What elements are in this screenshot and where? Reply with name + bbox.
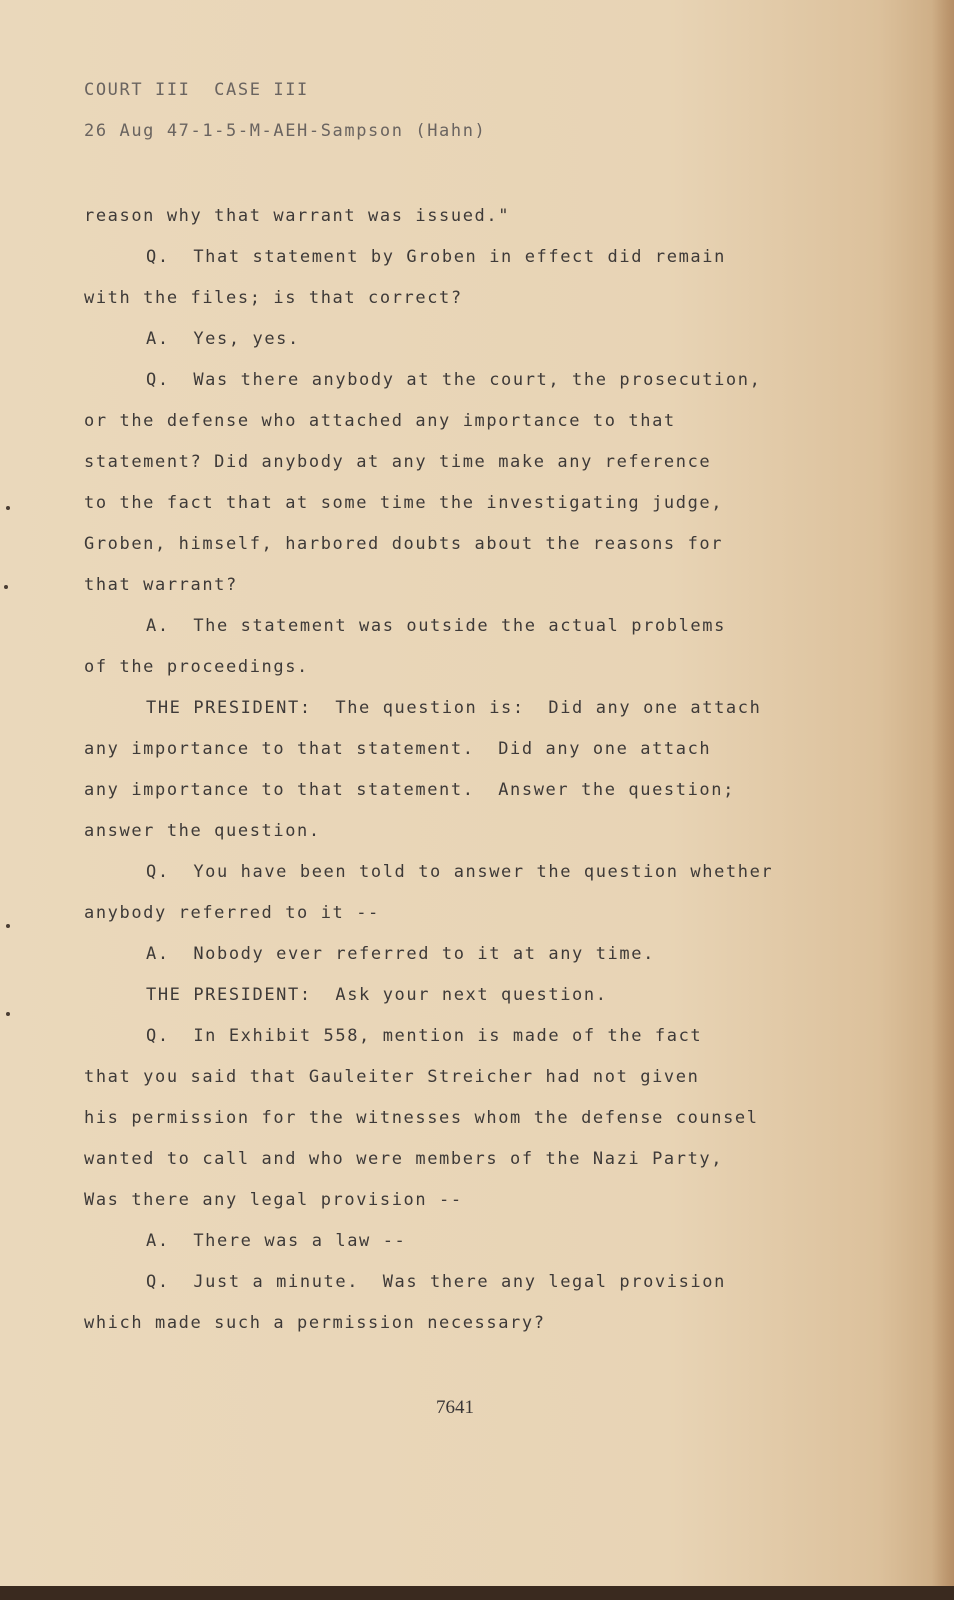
- page-number: 7641: [436, 1397, 474, 1418]
- transcript-line: which made such a permission necessary?: [84, 1313, 546, 1333]
- margin-speck: [6, 1012, 10, 1016]
- page-edge-shadow: [932, 0, 954, 1600]
- transcript-line: A. The statement was outside the actual problems: [146, 616, 726, 636]
- transcript-line: THE PRESIDENT: Ask your next question.: [146, 985, 608, 1005]
- transcript-line: Was there any legal provision --: [84, 1190, 463, 1210]
- transcript-line: A. Nobody ever referred to it at any time.: [146, 944, 655, 964]
- transcript-line: reason why that warrant was issued.": [84, 206, 511, 226]
- transcript-line: of the proceedings.: [84, 657, 309, 677]
- margin-speck: [6, 924, 10, 928]
- transcript-line: or the defense who attached any importance to that: [84, 411, 676, 431]
- transcript-line: Groben, himself, harbored doubts about the reasons for: [84, 534, 724, 554]
- transcript-line: Q. You have been told to answer the question whether: [146, 862, 774, 882]
- transcript-line: any importance to that statement. Answer the question;: [84, 780, 735, 800]
- margin-speck: [6, 506, 10, 510]
- page-bottom-edge: [0, 1586, 954, 1600]
- transcript-line: anybody referred to it --: [84, 903, 380, 923]
- transcript-line: Q. That statement by Groben in effect did remain: [146, 247, 726, 267]
- transcript-line: Q. In Exhibit 558, mention is made of the fact: [146, 1026, 703, 1046]
- transcript-line: with the files; is that correct?: [84, 288, 463, 308]
- transcript-line: that warrant?: [84, 575, 238, 595]
- transcript-line: Q. Just a minute. Was there any legal provision: [146, 1272, 726, 1292]
- transcript-line: THE PRESIDENT: The question is: Did any one attach: [146, 698, 762, 718]
- transcript-line: that you said that Gauleiter Streicher had not given: [84, 1067, 700, 1087]
- transcript-line: any importance to that statement. Did any one attach: [84, 739, 712, 759]
- transcript-line: A. There was a law --: [146, 1231, 407, 1251]
- transcript-line: A. Yes, yes.: [146, 329, 300, 349]
- transcript-line: statement? Did anybody at any time make any reference: [84, 452, 712, 472]
- margin-speck: [4, 585, 8, 589]
- transcript-line: answer the question.: [84, 821, 321, 841]
- transcript-line: wanted to call and who were members of the Nazi Party,: [84, 1149, 724, 1169]
- transcript-line: Q. Was there anybody at the court, the prosecution,: [146, 370, 762, 390]
- header-date-reference: 26 Aug 47-1-5-M-AEH-Sampson (Hahn): [84, 121, 487, 141]
- transcript-line: to the fact that at some time the investigating judge,: [84, 493, 724, 513]
- header-court-case: COURT III CASE III: [84, 80, 309, 100]
- transcript-line: his permission for the witnesses whom the defense counsel: [84, 1108, 759, 1128]
